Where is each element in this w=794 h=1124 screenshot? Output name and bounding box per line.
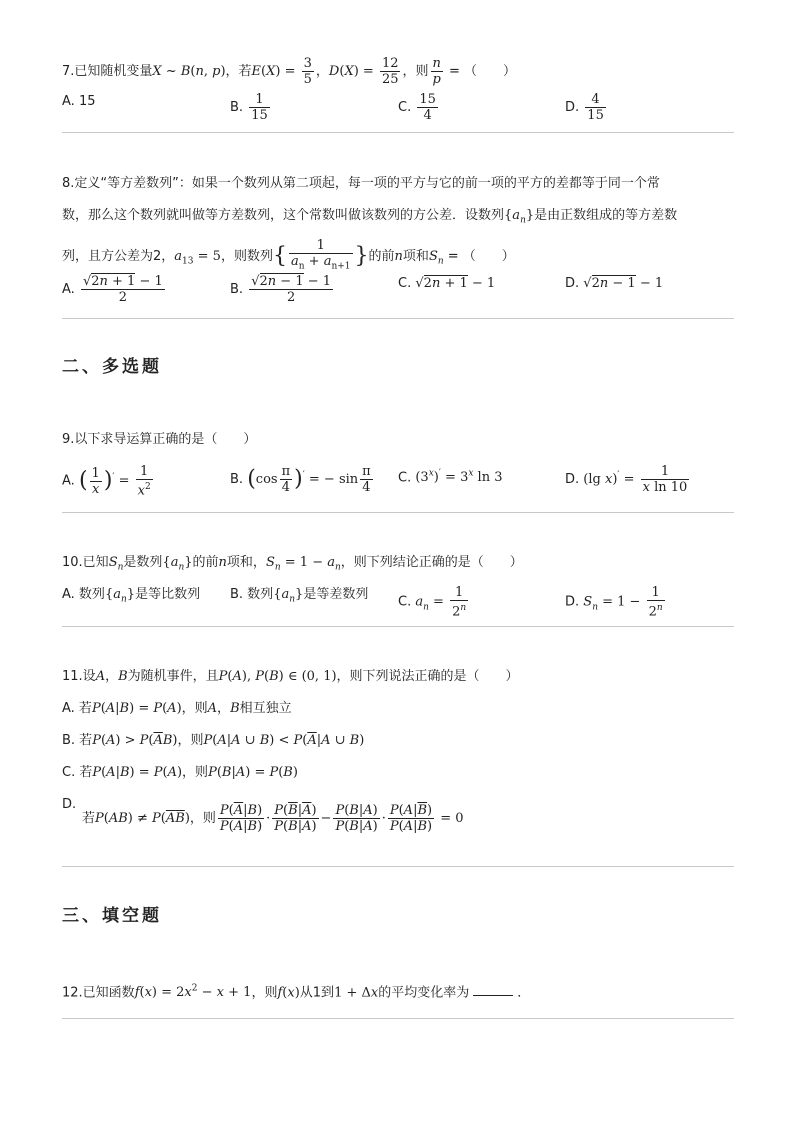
question-9-option-c[interactable]: C. $(3^x)' = 3^x$ ln 3 — [398, 469, 503, 486]
question-9-option-a[interactable]: A. ( $\frac{1}{x}$ )′ = $\frac{1}{x^2}$ — [62, 464, 151, 499]
question-11-option-d[interactable]: D. — [62, 797, 77, 812]
question-10-option-b[interactable]: B. 数列$\{a_n\}$是等差数列 — [230, 587, 369, 605]
question-10-option-a[interactable]: A. 数列$\{a_n\}$是等比数列 — [62, 587, 201, 605]
question-7-stem: 7.已知随机变量X ~ B(n, p)，若E(X) = $\frac{3}{5}$ ，D(X) = $\frac{12}{25}$ ，则 $\frac{n}{p}$ = （ ） — [62, 56, 517, 87]
section-title-fill-in: 三、填空题 — [62, 906, 162, 926]
section-title-multiple-choice: 二、多选题 — [62, 357, 162, 377]
question-8-option-b[interactable]: B. $\frac{√2n - 1 - 1}{2}$ — [230, 274, 332, 305]
question-7-option-d[interactable]: D. $\frac{4}{15}$ — [565, 92, 604, 123]
question-8-option-d[interactable]: D. √2n − 1 − 1 — [565, 276, 664, 291]
question-7-option-b[interactable]: B. $\frac{1}{15}$ — [230, 92, 268, 123]
question-10-option-d[interactable]: D. $S_n = 1$ − $\frac{1}{2^n}$ — [565, 585, 663, 620]
question-7-option-c[interactable]: C. $\frac{15}{4}$ — [398, 92, 436, 123]
divider — [62, 1018, 734, 1019]
question-9-stem: 9.以下求导运算正确的是（ ） — [62, 432, 257, 447]
question-9-option-d[interactable]: D. (lg x)′ = $\frac{1}{\text{x ln 10}}$ — [565, 464, 688, 495]
divider — [62, 132, 734, 133]
question-11-option-d-body: 若$P(AB) \ne P(\overline{A}\overline{B})$，则 $\frac{P(\overline{A}|B)}{P(A|B)}$ · $\frac{P(\overline{B}|\overline{A})}{P(B|\overline{A})}$ − $\frac{P(B|A)}{P(\overline{B}|A)}$ · $\frac{P(A|\overline{B})}{P(\overline{A}|\overline{B})}$ = 0 — [82, 803, 464, 834]
question-8-line-1: 8.定义“等方差数列”：如果一个数列从第二项起，每一项的平方与它的前一项的平方的差都等于同一个常 — [62, 176, 660, 191]
question-11-option-b[interactable]: B. 若$P(A) > P(\overline{A}B)$，则P(A|A ∪ $B) < P(\overline{A}|A$ ∪ B) — [62, 733, 365, 748]
question-8-line-3: 列，且方公差为2，$a_{13} = 5$，则数列{ $\frac{1}{a_n + a_{n+1}}$ }的前n项和$S_n$ = （ ） — [62, 238, 515, 272]
question-11-option-c[interactable]: C. 若P(A|B) = P(A)，则P(B|A) = P(B) — [62, 765, 298, 780]
question-11-stem: 11.设A，B为随机事件，且P(A), P(B) ∈ (0, 1)，则下列说法正确的是（ ） — [62, 669, 519, 684]
divider — [62, 318, 734, 319]
question-8-option-a[interactable]: A. $\frac{√2n + 1 - 1}{2}$ — [62, 274, 163, 305]
answer-blank[interactable] — [473, 981, 513, 996]
question-8-line-2: 数，那么这个数列就叫做等方差数列，这个常数叫做该数列的方公差．设数列$\{a_n\}$是由正数组成的等方差数 — [62, 208, 678, 226]
question-11-option-a[interactable]: A. 若P(A|B) = P(A)，则A，B相互独立 — [62, 701, 292, 716]
question-10-option-c[interactable]: C. $a_n$ = $\frac{1}{2^n}$ — [398, 585, 467, 620]
question-12-stem: 12.已知函数$f(x) = 2x^2 - x + 1$，则f(x)从1到1 + Δx的平均变化率为 ． — [62, 979, 530, 1003]
divider — [62, 626, 734, 627]
question-10-stem: 10.已知$S_n$是数列$\{a_n\}$的前n项和，$S_n = 1 - a_n$，则下列结论正确的是（ ） — [62, 555, 523, 573]
question-9-option-b[interactable]: B. (cos $\frac{\pi}{4}$ )′ = − sin $\frac{\pi}{4}$ — [230, 464, 371, 495]
divider — [62, 512, 734, 513]
question-7-option-a[interactable]: A. 15 — [62, 94, 96, 109]
divider — [62, 866, 734, 867]
question-8-option-c[interactable]: C. √2n + 1 − 1 — [398, 276, 496, 291]
